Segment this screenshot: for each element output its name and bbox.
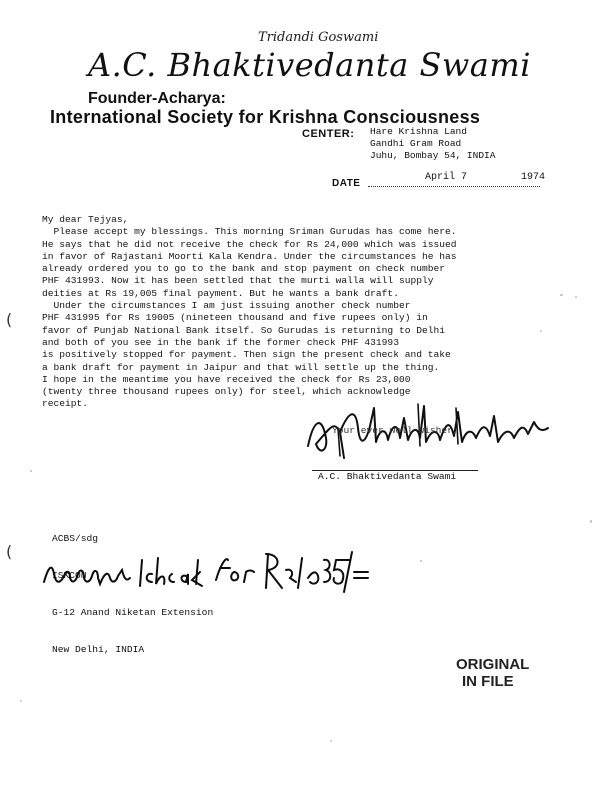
scan-speck [330,740,332,742]
scan-speck [30,470,32,472]
body-line: already ordered you to go to the bank and stop payment on check number [42,263,446,275]
scan-speck [590,520,592,523]
body-line: is positively stopped for payment. Then sign the present check and take [42,349,451,361]
footer-line: ISKCON [52,570,87,582]
scan-speck [560,294,563,296]
date-label: DATE [332,178,361,189]
footer-line: ACBS/sdg [52,532,99,544]
binder-hole-mark: ( [6,542,13,561]
date-value: April 7 [425,172,468,183]
body-line: I hope in the meantime you have received the check for Rs 23,000 [42,373,411,385]
scan-speck [575,296,577,298]
body-line: and both of you see in the bank if the former check PHF 431993 [42,336,399,348]
center-address [370,126,495,162]
letterhead-name: A.C. Bhaktivedanta Swami [88,46,531,84]
footer-line: G-12 Anand Niketan Extension [52,607,214,619]
binder-hole-mark: ( [6,310,13,329]
letterhead-founder: Founder-Acharya: [88,90,226,107]
letterhead-society: International Society for Krishna Consciousness [50,107,481,127]
date-year: 1974 [521,172,546,183]
stamp-line: ORIGINAL [456,656,530,673]
body-line: receipt. [42,398,89,410]
letter-body [42,214,582,411]
body-line: favor of Punjab National Bank itself. So Gurudas is returning to Delhi [42,324,446,336]
body-line: Under the circumstances I am just issuing another check number [42,300,411,312]
original-in-file-stamp [456,656,529,690]
body-line: a bank draft for payment in Jaipur and that will settle up the thing. [42,361,440,373]
body-line: PHF 431995 for Rs 19005 (nineteen thousand and five rupees only) in [42,312,428,324]
center-address-line: Juhu, Bombay 54, INDIA [370,150,496,161]
footer-line: New Delhi, INDIA [52,644,145,656]
scan-speck [540,330,542,332]
body-line: (twenty three thousand rupees only) for steel, which acknowledge [42,386,411,398]
closing: Your ever well-wisher, [332,425,459,436]
salutation: My dear Tejyas, [42,214,129,225]
body-line: PHF 431993. Now it has been settled that the murti walla will supply [42,275,434,287]
body-line: deities at Rs 19,005 final payment. But he wants a bank draft. [42,287,399,299]
signature-name: A.C. Bhaktivedanta Swami [318,471,457,482]
letterhead-title: Tridandi Goswami [258,30,379,45]
body-line: He says that he did not receive the check for Rs 24,000 which was issued [42,238,457,250]
scan-speck [20,700,22,702]
scan-speck [420,560,422,562]
stamp-line: IN FILE [462,673,514,690]
body-line: Please accept my blessings. This morning Sriman Gurudas has come here. [42,226,457,238]
body-line: in favor of Rajastani Moorti Kala Kendra. Under the circumstances he has [42,250,457,262]
center-address-line: Hare Krishna Land [370,126,467,137]
center-address-line: Gandhi Gram Road [370,138,462,149]
center-label: CENTER: [302,128,355,140]
